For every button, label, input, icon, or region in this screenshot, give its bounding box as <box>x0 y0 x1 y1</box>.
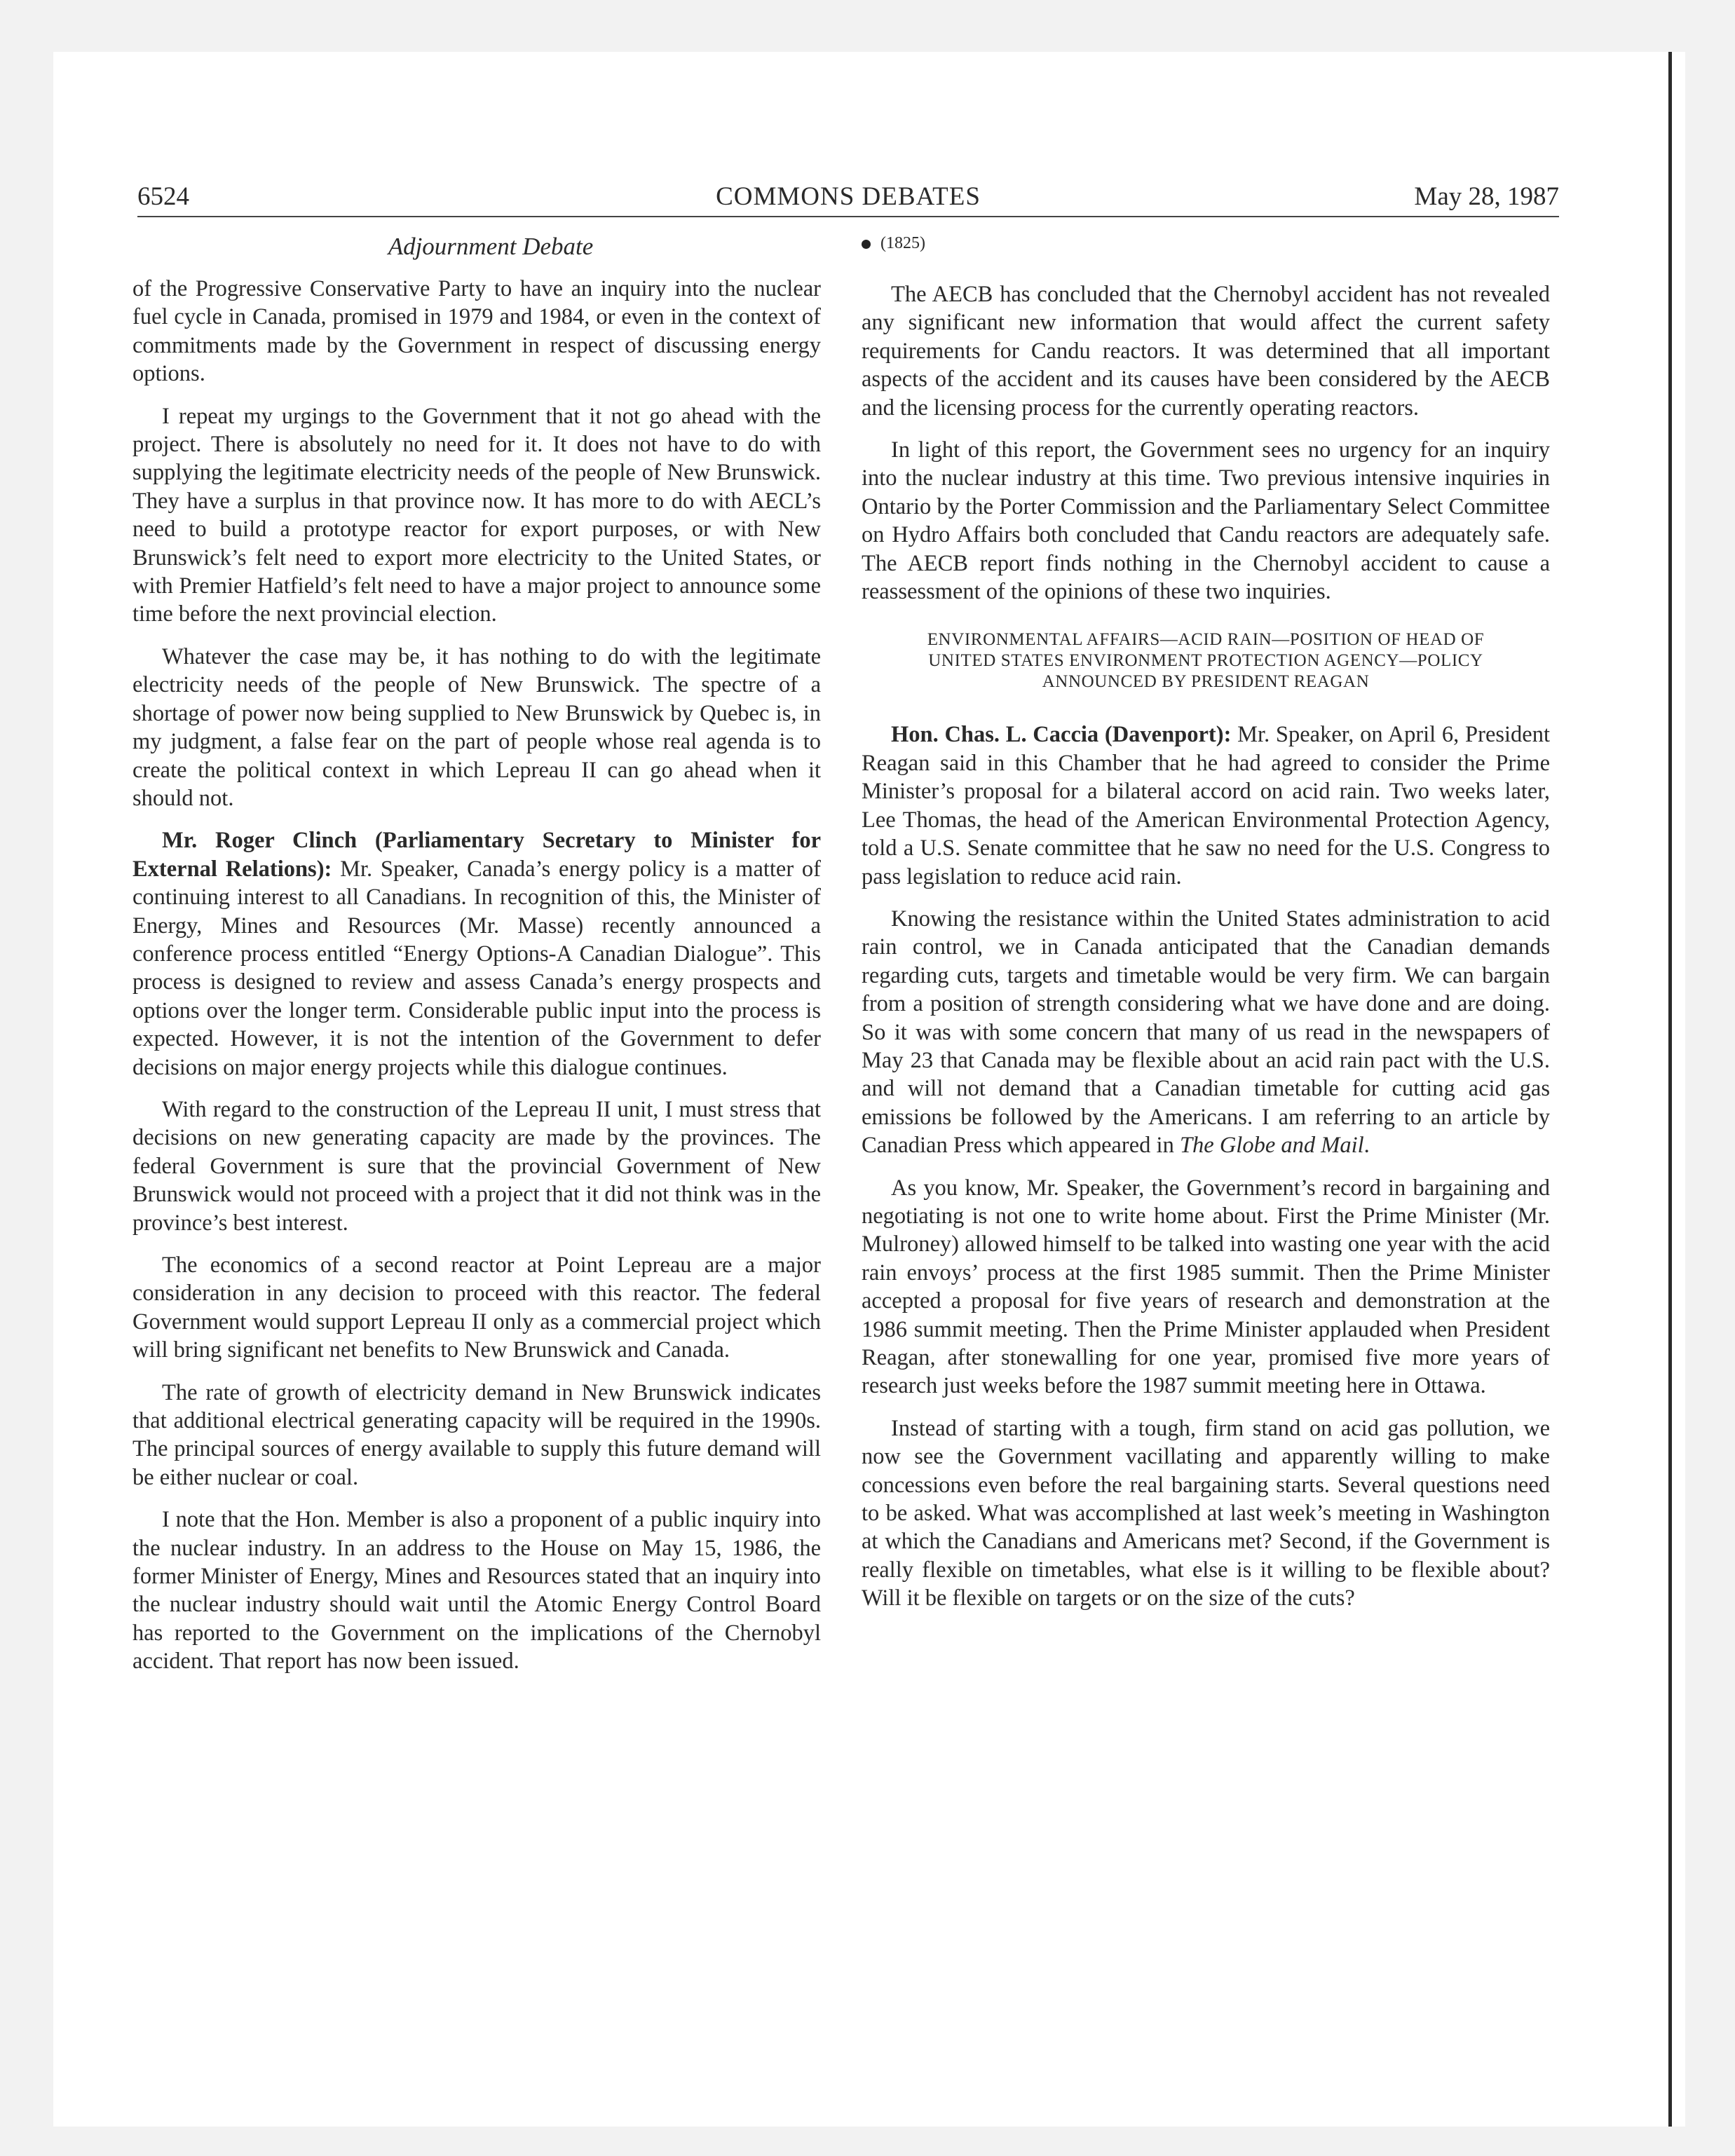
section-heading-line: ENVIRONMENTAL AFFAIRS—ACID RAIN—POSITION OF HEAD OF <box>927 630 1485 650</box>
paragraph <box>862 905 1550 1160</box>
section-heading-line: ANNOUNCED BY PRESIDENT REAGAN <box>1042 672 1370 692</box>
left-column <box>132 231 821 1690</box>
paragraph: The AECB has concluded that the Chernobyl accident has not revealed any significant new information that would affect the current safety requirements for Candu reactors. It was determined that all important aspects of the accident and its causes have been considered by the AECB and the licensing process for the currently operating reactors. <box>862 282 1550 421</box>
paragraph: Instead of starting with a tough, firm stand on acid gas pollution, we now see the Government vacillating and apparently willing to make concessions even before the real bargaining starts. Several questions need to be asked. What was accomplished at last week’s meeting in Washington at which the Canadians and Americans met? Second, if the Government is really flexible on timetables, what else is it willing to be flexible about? Will it be flexible on targets or on the size of the cuts? <box>862 1415 1550 1611</box>
page-header <box>137 181 1559 217</box>
section-heading-line: UNITED STATES ENVIRONMENT PROTECTION AGENCY—POLICY <box>928 651 1483 671</box>
page-number: 6524 <box>137 182 189 211</box>
speaker-name: Mr. Roger Clinch (Parliamentary Secretary to Minister for External Relations): <box>132 828 821 882</box>
paragraph-end: . <box>1363 1133 1370 1159</box>
time-marker <box>862 233 1550 254</box>
running-head: Adjournment Debate <box>388 233 594 260</box>
speech-paragraph <box>132 826 821 1082</box>
paragraph: The rate of growth of electricity demand in New Brunswick indicates that additional electrical generating capacity will be required in the 1990s. The principal sources of energy available to supply this future demand will be either nuclear or coal. <box>132 1379 821 1490</box>
paragraph: With regard to the construction of the Lepreau II unit, I must stress that decisions on new generating capacity are made by the provinces. The federal Government is sure that the provincial Government of New Brunswick would not proceed with a project that it did not think was in the province’s best interest. <box>132 1096 821 1236</box>
speech-paragraph <box>862 721 1550 890</box>
newspaper-title: The Globe and Mail <box>1179 1133 1364 1159</box>
speech-text: Mr. Speaker, on April 6, President Reagan said in this Chamber that he had agreed to consider the Prime Minister’s proposal for a bilateral accord on acid rain. Two weeks later, Lee Thomas, the head of the American Environmental Protection Agency, told a U.S. Senate committee that he saw no need for the U.S. Congress to pass legislation to reduce acid rain. <box>862 722 1550 889</box>
page-edge-rule <box>1668 52 1672 2127</box>
paragraph: As you know, Mr. Speaker, the Government’s record in bargaining and negotiating is not one to write home about. First the Prime Minister (Mr. Mulroney) allowed himself to be talked into wasting one year with the acid rain envoys’ process at the first 1985 summit. Then the Prime Minister accepted a proposal for five years of research and demonstration at the 1986 summit meeting. Then the Prime Minister applauded when President Reagan, after stonewalling for one year, promised five more years of research just weeks before the 1987 summit meeting here in Ottawa. <box>862 1175 1550 1399</box>
bullet-icon <box>862 240 871 249</box>
paragraph: Whatever the case may be, it has nothing to do with the legitimate electricity needs of the people of New Brunswick. The spectre of a shortage of power now being supplied to New Brunswick by Quebec is, in my judgment, a false fear on the part of people whose real agenda is to create the political context in which Lepreau II can go ahead when it should not. <box>132 643 821 811</box>
section-heading <box>862 629 1550 692</box>
speech-text: Mr. Speaker, Canada’s energy policy is a matter of continuing interest to all Canadians. In recognition of this, the Minister of Energy, Mines and Resources (Mr. Masse) recently announced a conference process entitled “Energy Options-A Canadian Dialogue”. This process is designed to review and assess Canada’s energy prospects and options over the longer term. Considerable public input into the process is expected. However, it is not the intention of the Government to defer decisions on major energy projects while this dialogue continues. <box>132 856 822 1080</box>
issue-date: May 28, 1987 <box>1414 182 1559 211</box>
speaker-name: Hon. Chas. L. Caccia (Davenport): <box>891 722 1232 748</box>
paragraph: I note that the Hon. Member is also a proponent of a public inquiry into the nuclear industry. In an address to the House on May 15, 1986, the former Minister of Energy, Mines and Resources stated that an inquiry into the nuclear industry should wait until the Atomic Energy Control Board has reported to the Government on the implications of the Chernobyl accident. That report has now been issued. <box>132 1507 821 1674</box>
right-column <box>862 231 1550 1627</box>
paragraph: In light of this report, the Government sees no urgency for an inquiry into the nuclear industry at this time. Two previous intensive inquiries in Ontario by the Porter Commission and the Parliamentary Select Committee on Hydro Affairs both concluded that Candu reactors are adequately safe. The AECB report finds nothing in the Chernobyl accident to cause a reassessment of the opinions of these two inquiries. <box>862 437 1550 605</box>
publication-title: COMMONS DEBATES <box>716 182 981 211</box>
paragraph-text: Knowing the resistance within the United States administration to acid rain control, we in Canada anticipated that the Canadian demands regarding cuts, targets and timetable would be very firm. We can bargain from a position of strength considering what we have done and are doing. So it was with some concern that many of us read in the newspapers of May 23 that Canada may be flexible about an acid rain pact with the U.S. and will not demand that a Canadian timetable for cutting acid gas emissions be followed by the Americans. I am referring to an article by Canadian Press which appeared in <box>862 906 1550 1159</box>
paragraph: I repeat my urgings to the Government that it not go ahead with the project. There is absolutely no need for it. It does not have to do with supplying the legitimate electricity needs of the people of New Brunswick. They have a surplus in that province now. It has more to do with AECL’s need to build a prototype reactor for export purposes, or with New Brunswick’s felt need to export more electricity to the United States, or with Premier Hatfield’s felt need to have a major project to announce some time before the next provincial election. <box>132 403 821 627</box>
paragraph: The economics of a second reactor at Point Lepreau are a major consideration in any decision to proceed with this reactor. The federal Government would support Lepreau II only as a commercial project which will bring significant net benefits to New Brunswick and Canada. <box>132 1253 821 1363</box>
time-stamp: (1825) <box>880 234 925 252</box>
paragraph: of the Progressive Conservative Party to have an inquiry into the nuclear fuel cycle in Canada, promised in 1979 and 1984, or even in the context of commitments made by the Government in respect of discussing energy options. <box>132 276 821 387</box>
